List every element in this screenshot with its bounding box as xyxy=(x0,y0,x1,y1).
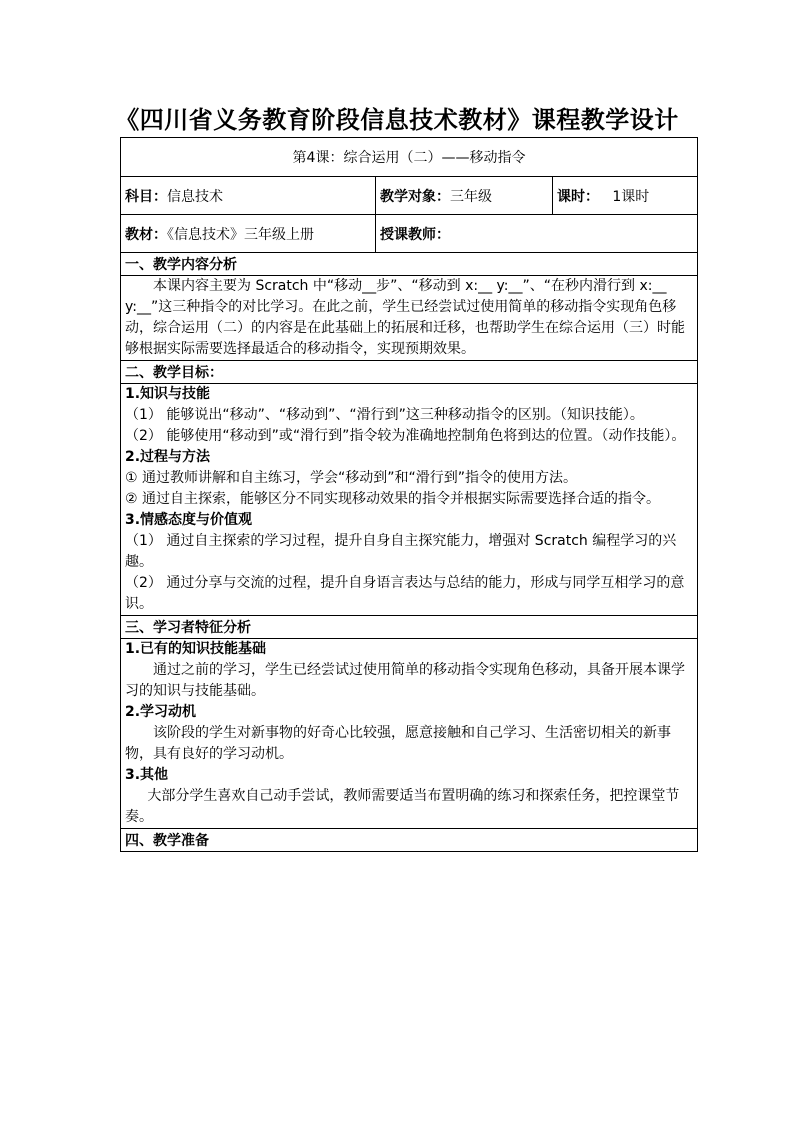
section-3-body xyxy=(121,639,698,829)
lesson-title: 第4课：综合运用（二）——移动指令 xyxy=(121,138,698,177)
other-title: 3.其他 xyxy=(125,767,169,783)
section-1-body-row xyxy=(121,276,698,361)
lesson-title-row xyxy=(121,138,698,177)
subject-label: 科目： xyxy=(125,188,167,205)
motivation-paragraph: 该阶段的学生对新事物的好奇心比较强，愿意接触和自己学习、生活密切相关的新事物，具有良好的学习动机。 xyxy=(125,725,671,762)
section-1-body xyxy=(121,276,698,361)
hours-cell xyxy=(553,177,698,215)
hours-value: 1课时 xyxy=(612,188,650,205)
section-4-heading: 四、教学准备 xyxy=(121,829,698,852)
section-4-heading-row xyxy=(121,829,698,852)
audience-cell xyxy=(376,177,553,215)
hours-label: 课时： xyxy=(557,188,599,205)
content-analysis-paragraph: 本课内容主要为 Scratch 中“移动__步”、“移动到 x:__ y:__”、“在秒内滑行到 x:__ y:__”这三种指令的对比学习。在此之前，学生已经尝试过使用简单的移动指令实现角色移动，综合运用（二）的内容是在此基础上的拓展和迁移，也帮助学生在综合运用（三）时能够根据实际需要选择最适合的移动指令，实现预期效果。 xyxy=(125,278,685,357)
audience-label: 教学对象： xyxy=(380,188,450,205)
meta-row-1 xyxy=(121,177,698,215)
audience-value: 三年级 xyxy=(450,188,492,205)
section-1-heading: 一、教学内容分析 xyxy=(121,253,698,276)
section-2-body-row xyxy=(121,384,698,616)
process-item-2: ② 通过自主探索，能够区分不同实现移动效果的指令并根据实际需要选择合适的指令。 xyxy=(125,491,660,507)
prior-knowledge-paragraph: 通过之前的学习，学生已经尝试过使用简单的移动指令实现角色移动，具备开展本课学习的知识与技能基础。 xyxy=(125,662,685,699)
motivation-title: 2.学习动机 xyxy=(125,704,197,720)
section-2-body xyxy=(121,384,698,616)
attitude-item-2: （2） 通过分享与交流的过程，提升自身语言表达与总结的能力，形成与同学互相学习的意识。 xyxy=(125,575,685,612)
other-paragraph: 大部分学生喜欢自己动手尝试，教师需要适当布置明确的练习和探索任务，把控课堂节奏。 xyxy=(125,788,680,825)
section-3-body-row xyxy=(121,639,698,829)
lesson-plan-table xyxy=(120,137,698,852)
teacher-label: 授课教师： xyxy=(380,226,450,243)
meta-row-2 xyxy=(121,215,698,253)
textbook-label: 教材： xyxy=(125,226,167,243)
subject-cell xyxy=(121,177,376,215)
document-title: 《四川省义务教育阶段信息技术教材》课程教学设计 xyxy=(115,105,679,134)
subject-value: 信息技术 xyxy=(167,188,223,205)
section-1-heading-row xyxy=(121,253,698,276)
knowledge-item-2: （2） 能够使用“移动到”或“滑行到”指令较为准确地控制角色将到达的位置。（动作技能）。 xyxy=(125,428,686,444)
section-3-heading: 三、学习者特征分析 xyxy=(121,616,698,639)
textbook-cell xyxy=(121,215,376,253)
process-method-title: 2.过程与方法 xyxy=(125,449,211,465)
teacher-cell xyxy=(376,215,698,253)
prior-knowledge-title: 1.已有的知识技能基础 xyxy=(125,641,267,657)
section-3-heading-row xyxy=(121,616,698,639)
knowledge-item-1: （1） 能够说出“移动”、“移动到”、“滑行到”这三种移动指令的区别。（知识技能）。 xyxy=(125,407,644,423)
attitude-item-1: （1） 通过自主探索的学习过程，提升自身自主探究能力，增强对 Scratch 编程学习的兴趣。 xyxy=(125,533,677,570)
process-item-1: ① 通过教师讲解和自主练习，学会“移动到”和“滑行到”指令的使用方法。 xyxy=(125,470,578,486)
attitude-values-title: 3.情感态度与价值观 xyxy=(125,512,253,528)
section-2-heading: 二、教学目标： xyxy=(121,361,698,384)
section-2-heading-row xyxy=(121,361,698,384)
knowledge-skills-title: 1.知识与技能 xyxy=(125,386,211,402)
textbook-value: 《信息技术》三年级上册 xyxy=(167,226,314,243)
